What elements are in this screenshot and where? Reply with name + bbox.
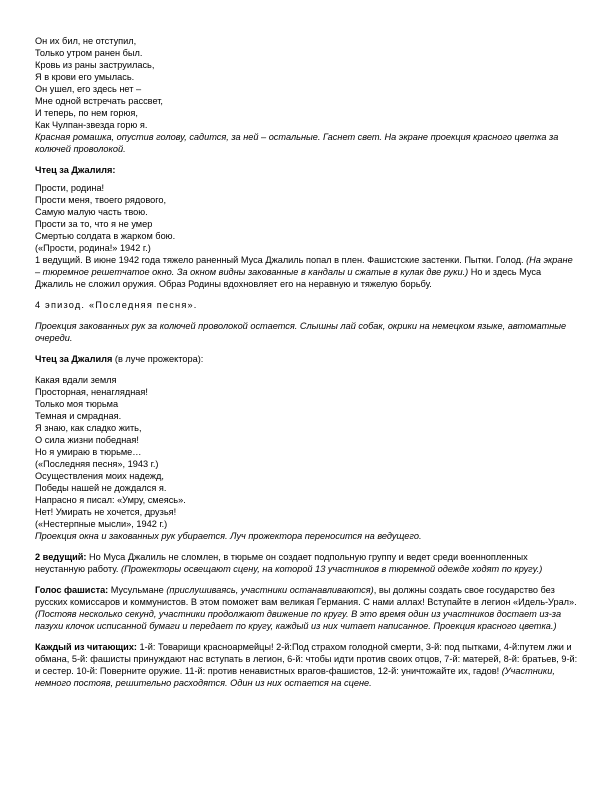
poem-line: Я знаю, как сладко жить,	[35, 423, 142, 433]
fascist-stage-note-1: (прислушиваясь, участники останавливаются)	[166, 585, 374, 595]
fascist-voice-paragraph	[35, 584, 580, 632]
host-2-text: Но Муса Джалиль не сломлен, в тюрьме он создает подпольную группу и ведет среди военнопленных неустанную работу.	[35, 552, 528, 574]
poem-line: О сила жизни победная!	[35, 435, 139, 445]
host-2-label: 2 ведущий:	[35, 552, 87, 562]
poem-line: Победы нашей не дождался я.	[35, 483, 167, 493]
reader-label-2	[35, 353, 580, 365]
fascist-voice-text: Мусульмане	[108, 585, 167, 595]
poem-line: («Последняя песня», 1943 г.)	[35, 459, 159, 469]
poem-stanza-3	[35, 374, 580, 530]
readers-paragraph	[35, 641, 580, 689]
host-1-stage-note: (На экране – тюремное решетчатое окно. За окном видны закованные в кандалы и сжатые в кулак две руки.)	[35, 255, 573, 277]
poem-line: Какая вдали земля	[35, 375, 117, 385]
poem-line: Самую малую часть твою.	[35, 207, 148, 217]
poem-line: Темная и смрадная.	[35, 411, 122, 421]
poem-line: Осуществления моих надежд,	[35, 471, 164, 481]
poem-line: Я в крови его умылась.	[35, 72, 135, 82]
host-1-text-cont: Но и здесь Муса Джалиль не сложил оружия. Образ Родины вдохновляет его на неравную и тяжелую борьбу.	[35, 267, 542, 289]
poem-line: Как Чулпан-звезда горю я.	[35, 120, 148, 130]
readers-label: Каждый из читающих:	[35, 642, 137, 652]
host-1-text: 1 ведущий. В июне 1942 года тяжело раненный Муса Джалиль попал в плен. Фашистские застенки. Пытки. Голод.	[35, 255, 527, 265]
poem-line: Прости меня, твоего рядового,	[35, 195, 167, 205]
poem-line: Прости за то, что я не умер	[35, 219, 153, 229]
poem-line: («Прости, родина!» 1942 г.)	[35, 243, 151, 253]
poem-line: Напрасно я писал: «Умру, смеясь».	[35, 495, 186, 505]
poem-line: Но я умираю в тюрьме…	[35, 447, 142, 457]
host-1-paragraph	[35, 254, 580, 290]
poem-line: Только моя тюрьма	[35, 399, 119, 409]
host-2-paragraph	[35, 551, 580, 575]
poem-line: Прости, родина!	[35, 183, 105, 193]
host-2-stage-note: (Прожекторы освещают сцену, на которой 13 участников в тюремной одежде ходят по кругу.)	[121, 564, 543, 574]
poem-line: Смертью солдата в жарком бою.	[35, 231, 176, 241]
episode-title: 4 эпизод. «Последняя песня».	[35, 300, 198, 310]
readers-stage-note: (Участники, немного постояв, решительно расходятся. Один из них остается на сцене.	[35, 666, 555, 688]
reader-label-2-note: (в луче прожектора):	[112, 354, 204, 364]
poem-line: («Нестерпные мысли», 1942 г.)	[35, 519, 168, 529]
poem-line: И теперь, по нем горюя,	[35, 108, 138, 118]
reader-label-2-bold: Чтец за Джалиля	[35, 354, 113, 364]
poem-stanza-2	[35, 182, 580, 254]
poem-line: Нет! Умирать не хочется, друзья!	[35, 507, 177, 517]
readers-text: 1-й: Товарищи красноармейцы! 2-й:Под страхом голодной смерти, 3-й: под пытками, 4-й:путем лжи и обмана, 5-й: фашисты принуждают нас вступать в легион, 6-й: чтобы идти против своих отцов, 7-й: матерей, 8-й: братьев, 9-й: и сестер. 10-й: Поверните оружие. 11-й: против ненавистных врагов-фашистов, 12-й: уничтожайте их, гадов!	[35, 642, 578, 676]
poem-line: Он ушел, его здесь нет –	[35, 84, 142, 94]
poem-line: Кровь из раны заструилась,	[35, 60, 155, 70]
fascist-stage-note-2: (Постояв несколько секунд, участники продолжают движение по кругу. В это время один из участников достает из-за пазухи клочок исписанной бумаги и передает по кругу, каждый из них читает написанное. Проекция красного цветка.)	[35, 609, 562, 631]
document-page	[35, 35, 580, 689]
poem-line: Просторная, ненаглядная!	[35, 387, 148, 397]
stage-direction-1: Красная ромашка, опустив голову, садится, за ней – остальные. Гаснет свет. На экране проекция красного цветка за колючей проволокой.	[35, 132, 559, 154]
stage-direction-3: Проекция окна и закованных рук убирается. Луч прожектора переносится на ведущего.	[35, 531, 422, 541]
poem-line: Мне одной встречать рассвет,	[35, 96, 163, 106]
stage-direction-2: Проекция закованных рук за колючей проволокой остается. Слышны лай собак, окрики на немецком языке, автоматные очереди.	[35, 321, 567, 343]
reader-label-1: Чтец за Джалиля:	[35, 165, 116, 175]
fascist-voice-text-cont: , вы должны создать свое государство без русских комиссаров и коммунистов. В этом поможет вам великая Германия. С нами аллах! Вступайте в легион «Идель-Урал».	[35, 585, 577, 607]
poem-line: Он их бил, не отступил,	[35, 36, 137, 46]
poem-stanza-1	[35, 35, 580, 131]
poem-line: Только утром ранен был.	[35, 48, 143, 58]
fascist-voice-label: Голос фашиста:	[35, 585, 109, 595]
